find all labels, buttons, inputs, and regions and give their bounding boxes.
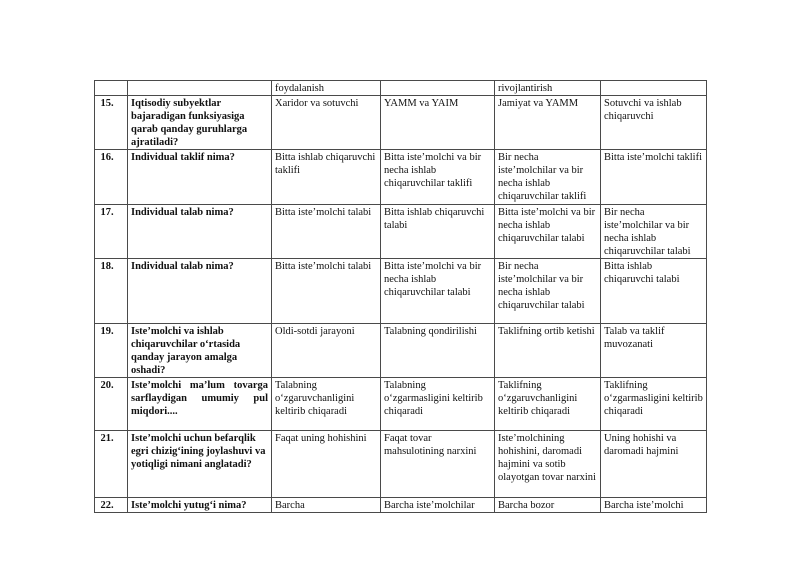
- table-row: [95, 431, 707, 498]
- answer-a-cell: Barcha: [272, 498, 381, 513]
- answer-d-cell: Uning hohishi va daromadi hajmini: [601, 431, 707, 498]
- answer-b-cell: [381, 81, 495, 96]
- table-row: [95, 150, 707, 205]
- answer-a-cell: Bitta iste’molchi talabi: [272, 259, 381, 324]
- answer-d-cell: Taklifning o‘zgarmasligini keltirib chiqaradi: [601, 378, 707, 431]
- question-cell: Iste’molchi ma’lum tovarga sarflaydigan umumiy pul miqdori....: [128, 378, 272, 431]
- question-cell: Individual talab nima?: [128, 205, 272, 259]
- answer-d-cell: Bir necha iste’molchilar va bir necha ishlab chiqaruvchilar talabi: [601, 205, 707, 259]
- answer-a-cell: Bitta ishlab chiqaruvchi taklifi: [272, 150, 381, 205]
- answer-a-cell: Talabning o‘zgaruvchanligini keltirib chiqaradi: [272, 378, 381, 431]
- row-number: 18.: [95, 259, 128, 324]
- answer-b-cell: Bitta iste’molchi va bir necha ishlab chiqaruvchilar talabi: [381, 259, 495, 324]
- answer-c-cell: Taklifning o‘zgaruvchanligini keltirib chiqaradi: [495, 378, 601, 431]
- answer-c-cell: Bir necha iste’molchilar va bir necha ishlab chiqaruvchilar talabi: [495, 259, 601, 324]
- answer-d-cell: Bitta iste’molchi taklifi: [601, 150, 707, 205]
- answer-b-cell: Bitta ishlab chiqaruvchi talabi: [381, 205, 495, 259]
- answer-a-cell: Oldi-sotdi jarayoni: [272, 324, 381, 378]
- question-cell: Individual talab nima?: [128, 259, 272, 324]
- answer-d-cell: Sotuvchi va ishlab chiqaruvchi: [601, 96, 707, 150]
- question-cell: [128, 81, 272, 96]
- answer-d-cell: Bitta ishlab chiqaruvchi talabi: [601, 259, 707, 324]
- row-number: [95, 81, 128, 96]
- answer-d-cell: Talab va taklif muvozanati: [601, 324, 707, 378]
- row-number: 16.: [95, 150, 128, 205]
- row-number: 22.: [95, 498, 128, 513]
- quiz-table: [94, 80, 707, 513]
- answer-a-cell: Xaridor va sotuvchi: [272, 96, 381, 150]
- answer-a-cell: Bitta iste’molchi talabi: [272, 205, 381, 259]
- answer-b-cell: Talabning o‘zgarmasligini keltirib chiqaradi: [381, 378, 495, 431]
- answer-c-cell: Bir necha iste’molchilar va bir necha ishlab chiqaruvchilar taklifi: [495, 150, 601, 205]
- answer-b-cell: Talabning qondirilishi: [381, 324, 495, 378]
- table-row: [95, 378, 707, 431]
- table-row: [95, 96, 707, 150]
- question-cell: Individual taklif nima?: [128, 150, 272, 205]
- table-row: [95, 259, 707, 324]
- answer-a-cell: Faqat uning hohishini: [272, 431, 381, 498]
- answer-b-cell: Barcha iste’molchilar: [381, 498, 495, 513]
- row-number: 21.: [95, 431, 128, 498]
- answer-a-cell: foydalanish: [272, 81, 381, 96]
- answer-d-cell: Barcha iste’molchi: [601, 498, 707, 513]
- answer-b-cell: YAMM va YAIM: [381, 96, 495, 150]
- table-row: [95, 324, 707, 378]
- row-number: 19.: [95, 324, 128, 378]
- answer-c-cell: rivojlantirish: [495, 81, 601, 96]
- answer-b-cell: Bitta iste’molchi va bir necha ishlab chiqaruvchilar taklifi: [381, 150, 495, 205]
- answer-c-cell: Jamiyat va YAMM: [495, 96, 601, 150]
- answer-c-cell: Bitta iste’molchi va bir necha ishlab chiqaruvchilar talabi: [495, 205, 601, 259]
- table-row: [95, 498, 707, 513]
- table-row: [95, 81, 707, 96]
- question-cell: Iste’molchi va ishlab chiqaruvchilar o‘rtasida qanday jarayon amalga oshadi?: [128, 324, 272, 378]
- row-number: 17.: [95, 205, 128, 259]
- table-row: [95, 205, 707, 259]
- answer-b-cell: Faqat tovar mahsulotining narxini: [381, 431, 495, 498]
- answer-c-cell: Barcha bozor: [495, 498, 601, 513]
- row-number: 15.: [95, 96, 128, 150]
- question-cell: Iqtisodiy subyektlar bajaradigan funksiyasiga qarab qanday guruhlarga ajratiladi?: [128, 96, 272, 150]
- answer-c-cell: Taklifning ortib ketishi: [495, 324, 601, 378]
- answer-d-cell: [601, 81, 707, 96]
- row-number: 20.: [95, 378, 128, 431]
- question-cell: Iste’molchi yutug‘i nima?: [128, 498, 272, 513]
- answer-c-cell: Iste’molchining hohishini, daromadi hajmini va sotib olayotgan tovar narxini: [495, 431, 601, 498]
- question-cell: Iste’molchi uchun befarqlik egri chizig‘ining joylashuvi va yotiqligi nimani anglatadi?: [128, 431, 272, 498]
